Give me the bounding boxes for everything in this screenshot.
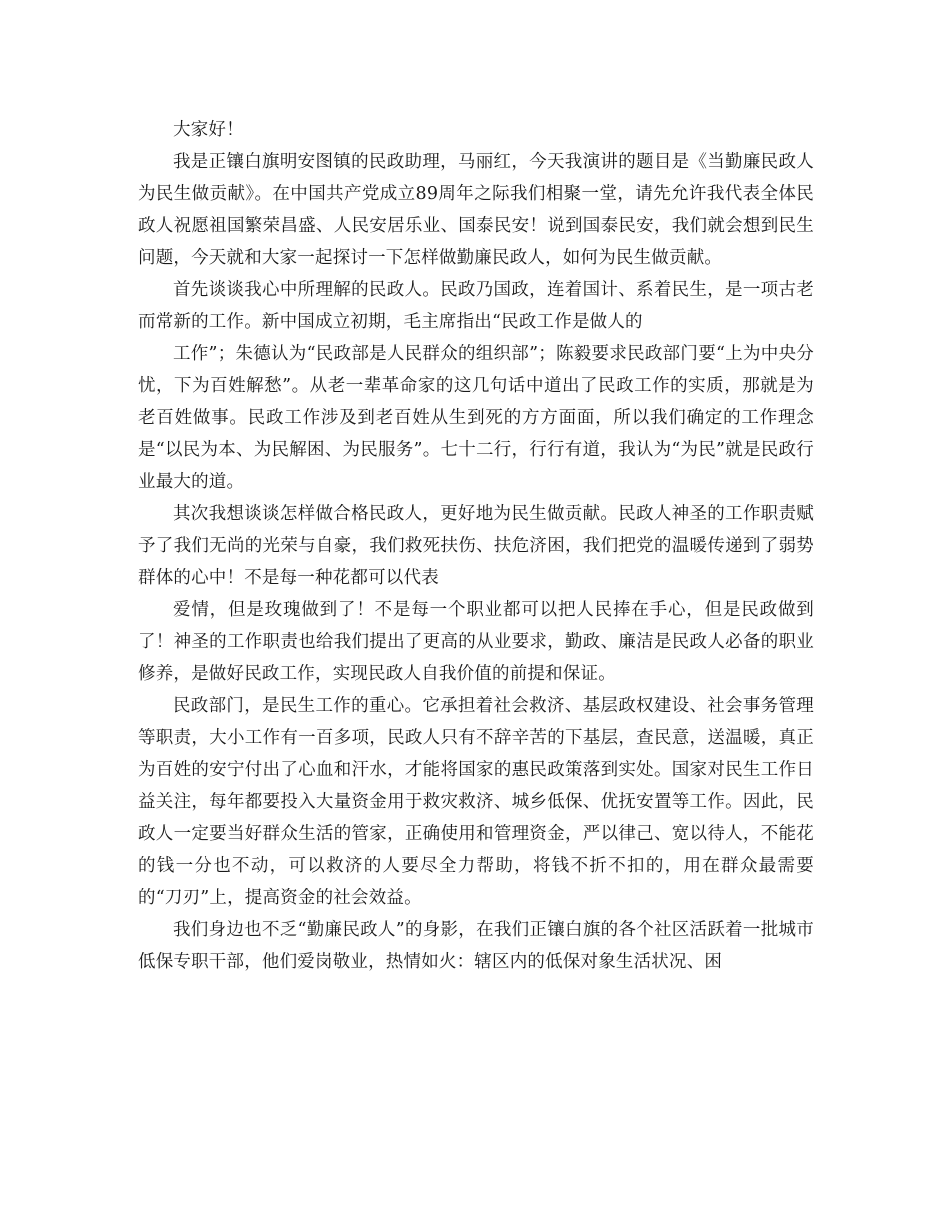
paragraph-understanding: 首先谈谈我心中所理解的民政人。民政乃国政，连着国计、系着民生，是一项古老而常新的工作。新中国成立初期，毛主席指出“民政工作是做人的 (138, 280, 814, 332)
paragraph-examples: 我们身边也不乏“勤廉民政人”的身影，在我们正镶白旗的各个社区活跃着一批城市低保专职干部，他们爱岗敬业，热情如火：辖区内的低保对象生活状况、困 (138, 920, 814, 972)
paragraph-department: 民政部门，是民生工作的重心。它承担着社会救济、基层政权建设、社会事务管理等职责，大小工作有一百多项，民政人只有不辞辛苦的下基层，查民意，送温暖，真正为百姓的安宁付出了心血和汗水，才能将国家的惠民政策落到实处。国家对民生工作日益关注，每年都要投入大量资金用于救灾救济、城乡低保、优抚安置等工作。因此，民政人一定要当好群众生活的管家，正确使用和管理资金，严以律己、宽以待人，不能花的钱一分也不动，可以救济的人要尽全力帮助，将钱不折不扣的，用在群众最需要的“刀刃”上，提高资金的社会效益。 (138, 696, 814, 908)
paragraph-love: 爱情，但是玫瑰做到了！不是每一个职业都可以把人民捧在手心，但是民政做到了！神圣的工作职责也给我们提出了更高的从业要求，勤政、廉洁是民政人必备的职业修养，是做好民政工作，实现民政人自我价值的前提和保证。 (138, 600, 814, 684)
document-body (138, 114, 814, 978)
paragraph-greeting: 大家好！ (173, 120, 244, 140)
paragraph-quotes: 工作”；朱德认为“民政部是人民群众的组织部”；陈毅要求民政部门要“上为中央分忧，下为百姓解愁”。从老一辈革命家的这几句话中道出了民政工作的实质，那就是为老百姓做事。民政工作涉及到老百姓从生到死的方方面面，所以我们确定的工作理念是“以民为本、为民解困、为民服务”。七十二行，行行有道，我认为“为民”就是民政行业最大的道。 (138, 344, 814, 492)
paragraph-qualified: 其次我想谈谈怎样做合格民政人，更好地为民生做贡献。民政人神圣的工作职责赋予了我们无尚的光荣与自豪，我们救死扶伤、扶危济困，我们把党的温暖传递到了弱势群体的心中！不是每一种花都可以代表 (138, 504, 814, 588)
paragraph-introduction: 我是正镶白旗明安图镇的民政助理，马丽红，今天我演讲的题目是《当勤廉民政人 为民生做贡献》。在中国共产党成立89周年之际我们相聚一堂，请先允许我代表全体民政人祝愿祖国繁荣昌盛、人民安居乐业、国泰民安！说到国泰民安，我们就会想到民生问题，今天就和大家一起探讨一下怎样做勤廉民政人，如何为民生做贡献。 (138, 152, 814, 268)
